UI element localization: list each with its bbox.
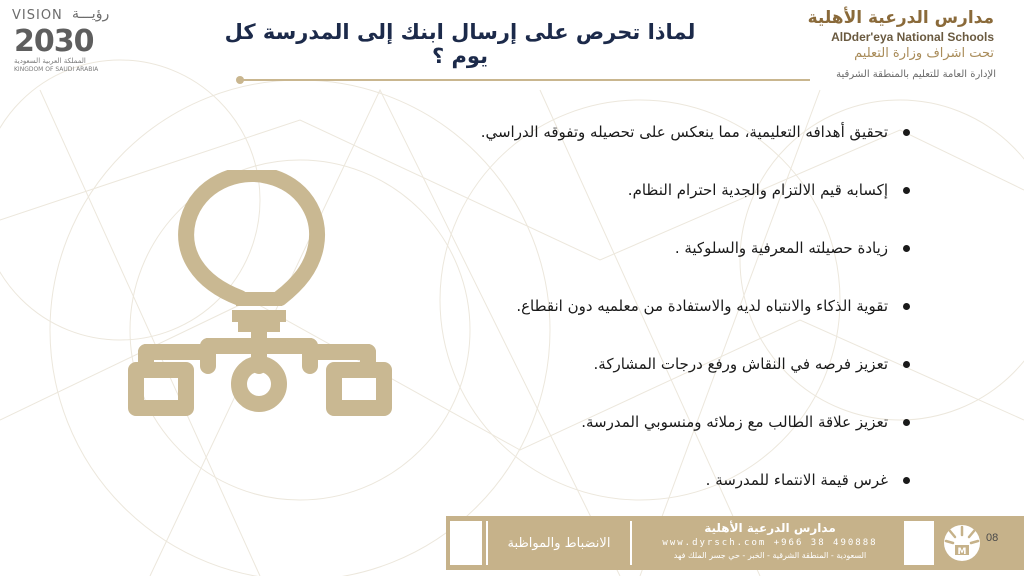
list-item (352, 292, 912, 350)
footer-banner (446, 516, 1024, 570)
header-divider (240, 79, 810, 81)
bullet-dot-icon (903, 187, 910, 194)
list-item-text: تقوية الذكاء والانتباه لديه والاستفادة من معلميه دون انقطاع. (516, 297, 888, 315)
footer-section-tag (486, 521, 632, 565)
page-title: لماذا تحرص على إرسال ابنك إلى المدرسة كل يوم ؟ (224, 20, 696, 68)
footer-left-panel (450, 521, 482, 565)
list-item (352, 408, 912, 466)
school-directorate: الإدارة العامة للتعليم بالمنطقة الشرقية (836, 69, 996, 80)
bullet-dot-icon (903, 361, 910, 368)
page-number: 08 (986, 532, 999, 544)
bullet-dot-icon (903, 245, 910, 252)
list-item (352, 234, 912, 292)
school-ministry: تحت اشراف وزارة التعليم (854, 46, 994, 61)
vision-kingdom-ar: المملكة العربية السعودية (14, 57, 86, 65)
school-name-ar: مدارس الدرعية الأهلية (807, 8, 994, 28)
school-name-en: AlDder'eya National Schools (831, 30, 994, 44)
bullet-dot-icon (903, 129, 910, 136)
vision-kingdom-en: KINGDOM OF SAUDI ARABIA (14, 66, 99, 73)
footer-right-panel (904, 521, 934, 565)
school-logo-icon (940, 521, 984, 565)
footer-address: السعودية - المنطقة الشرقية - الخبر - حي جسر الملك فهد (673, 551, 867, 560)
list-item (352, 176, 912, 234)
list-item-text: تعزيز فرصه في النقاش ورفع درجات المشاركة. (593, 355, 888, 373)
bullet-dot-icon (903, 303, 910, 310)
header (0, 0, 1024, 84)
bullet-dot-icon (903, 477, 910, 484)
svg-text:M: M (957, 547, 967, 557)
vision-year: 2030 (14, 24, 94, 59)
bullet-dot-icon (903, 419, 910, 426)
footer-contact: www.dyrsch.com +966 38 490888 (662, 538, 878, 548)
list-item-text: غرس قيمة الانتماء للمدرسة . (705, 471, 888, 489)
list-item-text: زيادة حصيلته المعرفية والسلوكية . (674, 239, 888, 257)
vision-2030-logo (12, 8, 112, 74)
list-item (352, 118, 912, 176)
list-item-text: إكسابه قيم الالتزام والجدية احترام النظام. (627, 181, 888, 199)
school-identity (774, 8, 994, 61)
list-item-text: تحقيق أهدافه التعليمية، مما ينعكس على تحصيله وتفوقه الدراسي. (480, 123, 888, 141)
reasons-list (352, 118, 912, 524)
vision-arabic: رؤيـــة (72, 6, 110, 22)
footer-school-name: مدارس الدرعية الأهلية (704, 521, 836, 535)
vision-word: VISION (12, 8, 63, 23)
list-item (352, 350, 912, 408)
footer-school-info (640, 521, 900, 565)
footer-tag-label: الانضباط والمواظبة (507, 535, 611, 551)
list-item-text: تعزيز علاقة الطالب مع زملائه ومنسوبي المدرسة. (581, 413, 888, 431)
